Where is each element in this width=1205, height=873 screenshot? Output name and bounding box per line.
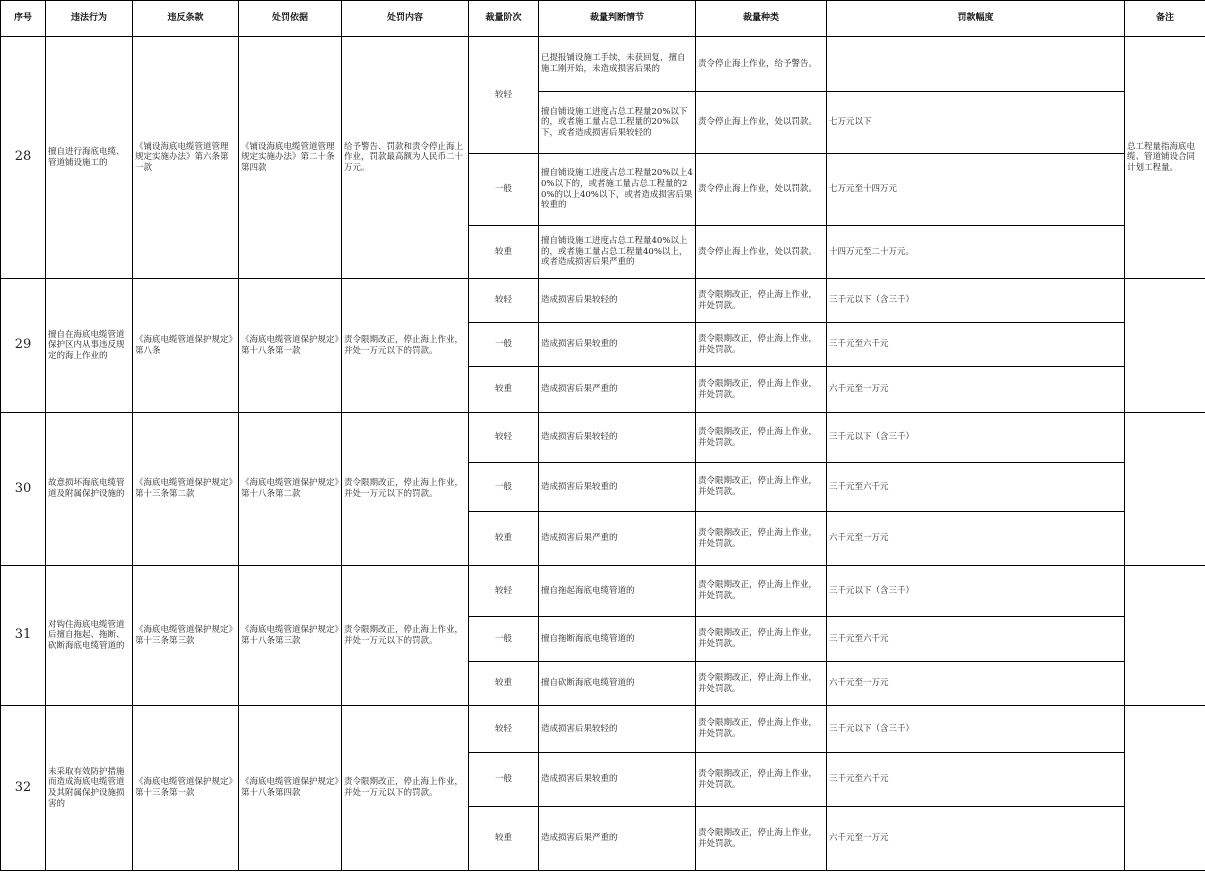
violated-clause-cell: 《海底电缆管道保护规定》第十三条第二款 [133, 413, 239, 566]
penalty-kind-cell: 责令限期改正，停止海上作业，并处罚款。 [696, 512, 827, 566]
penalty-kind-cell: 责令限期改正，停止海上作业，并处罚款。 [696, 413, 827, 463]
circumstance-cell: 造成损害后果严重的 [539, 807, 696, 871]
penalty-kind-cell: 责令限期改正，停止海上作业，并处罚款。 [696, 617, 827, 662]
column-header: 裁量阶次 [469, 1, 539, 37]
discretion-level-cell: 较重 [469, 512, 539, 566]
record-number: 30 [1, 413, 46, 566]
discretion-level-cell: 较重 [469, 807, 539, 871]
fine-range-cell: 三千元以下（含三千） [827, 566, 1125, 617]
penalty-kind-cell: 责令限期改正，停止海上作业，并处罚款。 [696, 662, 827, 706]
note-cell [1125, 413, 1205, 566]
violation-cell: 擅自进行海底电缆、管道铺设施工的 [46, 37, 133, 279]
discretion-level-cell: 一般 [469, 617, 539, 662]
circumstance-cell: 造成损害后果较轻的 [539, 706, 696, 753]
column-header: 处罚内容 [342, 1, 469, 37]
violation-cell: 擅自在海底电缆管道保护区内从事违反规定的海上作业的 [46, 279, 133, 413]
header-row [1, 1, 1205, 37]
penalty-kind-cell: 责令限期改正，停止海上作业，并处罚款。 [696, 753, 827, 807]
circumstance-cell: 擅自砍断海底电缆管道的 [539, 662, 696, 706]
discretion-level-cell: 较重 [469, 226, 539, 279]
discretion-level-cell: 较轻 [469, 413, 539, 463]
fine-range-cell: 三千元至六千元 [827, 753, 1125, 807]
record-number: 28 [1, 37, 46, 279]
violated-clause-cell: 《海底电缆管道保护规定》第十三条第三款 [133, 566, 239, 706]
discretion-level-cell: 较轻 [469, 706, 539, 753]
column-header: 罚款幅度 [827, 1, 1125, 37]
table-row [1, 566, 1205, 617]
violated-clause-cell: 《铺设海底电缆管道管理规定实施办法》第六条第一款 [133, 37, 239, 279]
discretion-level-cell: 一般 [469, 753, 539, 807]
discretion-level-cell: 一般 [469, 463, 539, 512]
circumstance-cell: 已提报铺设施工手续，未获回复，擅自施工刚开始，未造成损害后果的 [539, 37, 696, 92]
penalty-content-cell: 责令限期改正，停止海上作业，并处一万元以下的罚款。 [342, 566, 469, 706]
note-cell: 总工程量指海底电缆、管道铺设合同计划工程量。 [1125, 37, 1205, 279]
fine-range-cell [827, 37, 1125, 92]
discretion-level-cell: 较重 [469, 662, 539, 706]
violation-cell: 故意损坏海底电缆管道及附属保护设施的 [46, 413, 133, 566]
fine-range-cell: 三千元以下（含三千） [827, 279, 1125, 323]
penalty-content-cell: 责令限期改正，停止海上作业，并处一万元以下的罚款。 [342, 279, 469, 413]
circumstance-cell: 擅自铺设施工进度占总工程量20%以上40%以下的，或者施工量占总工程量的20%的以上40%以下，或者造成损害后果较重的 [539, 154, 696, 226]
table-row [1, 37, 1205, 92]
discretion-level-cell: 一般 [469, 154, 539, 226]
column-header: 违反条款 [133, 1, 239, 37]
penalty-kind-cell: 责令限期改正，停止海上作业，并处罚款。 [696, 566, 827, 617]
penalty-basis-cell: 《海底电缆管道保护规定》第十八条第二款 [239, 413, 342, 566]
penalty-kind-cell: 责令限期改正，停止海上作业，并处罚款。 [696, 279, 827, 323]
penalty-kind-cell: 责令停止海上作业，给予警告。 [696, 37, 827, 92]
penalty-content-cell: 责令限期改正，停止海上作业，并处一万元以下的罚款。 [342, 706, 469, 871]
circumstance-cell: 造成损害后果较重的 [539, 463, 696, 512]
record-number: 29 [1, 279, 46, 413]
circumstance-cell: 擅自铺设施工进度占总工程量40%以上的，或者施工量占总工程量40%以上，或者造成损害后果严重的 [539, 226, 696, 279]
column-header: 序号 [1, 1, 46, 37]
circumstance-cell: 擅自拖断海底电缆管道的 [539, 617, 696, 662]
penalty-kind-cell: 责令限期改正，停止海上作业，并处罚款。 [696, 807, 827, 871]
record-number: 32 [1, 706, 46, 871]
fine-range-cell: 三千元以下（含三千） [827, 706, 1125, 753]
violated-clause-cell: 《海底电缆管道保护规定》第十三条第一款 [133, 706, 239, 871]
circumstance-cell: 造成损害后果较轻的 [539, 279, 696, 323]
fine-range-cell: 七万元以下 [827, 92, 1125, 154]
note-cell [1125, 706, 1205, 871]
note-cell [1125, 279, 1205, 413]
fine-range-cell: 七万元至十四万元 [827, 154, 1125, 226]
fine-range-cell: 六千元至一万元 [827, 807, 1125, 871]
penalty-kind-cell: 责令停止海上作业，处以罚款。 [696, 226, 827, 279]
penalty-basis-cell: 《海底电缆管道保护规定》第十八条第四款 [239, 706, 342, 871]
circumstance-cell: 擅自拖起海底电缆管道的 [539, 566, 696, 617]
penalty-kind-cell: 责令停止海上作业，处以罚款。 [696, 154, 827, 226]
violation-cell: 未采取有效防护措施而造成海底电缆管道及其附属保护设施损害的 [46, 706, 133, 871]
penalty-content-cell: 给予警告、罚款和责令停止海上作业，罚款最高额为人民币二十万元。 [342, 37, 469, 279]
discretion-level-cell: 较重 [469, 367, 539, 413]
fine-range-cell: 六千元至一万元 [827, 512, 1125, 566]
note-cell [1125, 566, 1205, 706]
discretion-level-cell: 较轻 [469, 37, 539, 154]
penalty-kind-cell: 责令限期改正，停止海上作业，并处罚款。 [696, 706, 827, 753]
fine-range-cell: 六千元至一万元 [827, 662, 1125, 706]
penalty-kind-cell: 责令停止海上作业，处以罚款。 [696, 92, 827, 154]
record-number: 31 [1, 566, 46, 706]
column-header: 裁量判断情节 [539, 1, 696, 37]
circumstance-cell: 造成损害后果较重的 [539, 323, 696, 367]
fine-range-cell: 三千元至六千元 [827, 463, 1125, 512]
column-header: 备注 [1125, 1, 1205, 37]
circumstance-cell: 擅自铺设施工进度占总工程量20%以下的，或者施工量占总工程量的20%以下，或者造成损害后果较轻的 [539, 92, 696, 154]
discretion-level-cell: 较轻 [469, 279, 539, 323]
circumstance-cell: 造成损害后果严重的 [539, 367, 696, 413]
fine-range-cell: 十四万元至二十万元。 [827, 226, 1125, 279]
fine-range-cell: 六千元至一万元 [827, 367, 1125, 413]
discretion-level-cell: 一般 [469, 323, 539, 367]
violated-clause-cell: 《海底电缆管道保护规定》第八条 [133, 279, 239, 413]
penalty-basis-cell: 《海底电缆管道保护规定》第十八条第三款 [239, 566, 342, 706]
fine-range-cell: 三千元至六千元 [827, 617, 1125, 662]
column-header: 处罚依据 [239, 1, 342, 37]
penalty-basis-cell: 《铺设海底电缆管道管理规定实施办法》第二十条第四款 [239, 37, 342, 279]
penalty-content-cell: 责令限期改正，停止海上作业，并处一万元以下的罚款。 [342, 413, 469, 566]
table-body [1, 37, 1205, 871]
penalty-basis-cell: 《海底电缆管道保护规定》第十八条第一款 [239, 279, 342, 413]
table-row [1, 279, 1205, 323]
penalty-kind-cell: 责令限期改正，停止海上作业，并处罚款。 [696, 463, 827, 512]
penalty-kind-cell: 责令限期改正，停止海上作业，并处罚款。 [696, 367, 827, 413]
circumstance-cell: 造成损害后果较轻的 [539, 413, 696, 463]
violation-cell: 对钩住海底电缆管道后擅自拖起、拖断、砍断海底电缆管道的 [46, 566, 133, 706]
penalty-kind-cell: 责令限期改正，停止海上作业，并处罚款。 [696, 323, 827, 367]
fine-range-cell: 三千元至六千元 [827, 323, 1125, 367]
discretion-level-cell: 较轻 [469, 566, 539, 617]
circumstance-cell: 造成损害后果严重的 [539, 512, 696, 566]
fine-range-cell: 三千元以下（含三千） [827, 413, 1125, 463]
circumstance-cell: 造成损害后果较重的 [539, 753, 696, 807]
column-header: 裁量种类 [696, 1, 827, 37]
column-header: 违法行为 [46, 1, 133, 37]
table-row [1, 413, 1205, 463]
table-row [1, 706, 1205, 753]
